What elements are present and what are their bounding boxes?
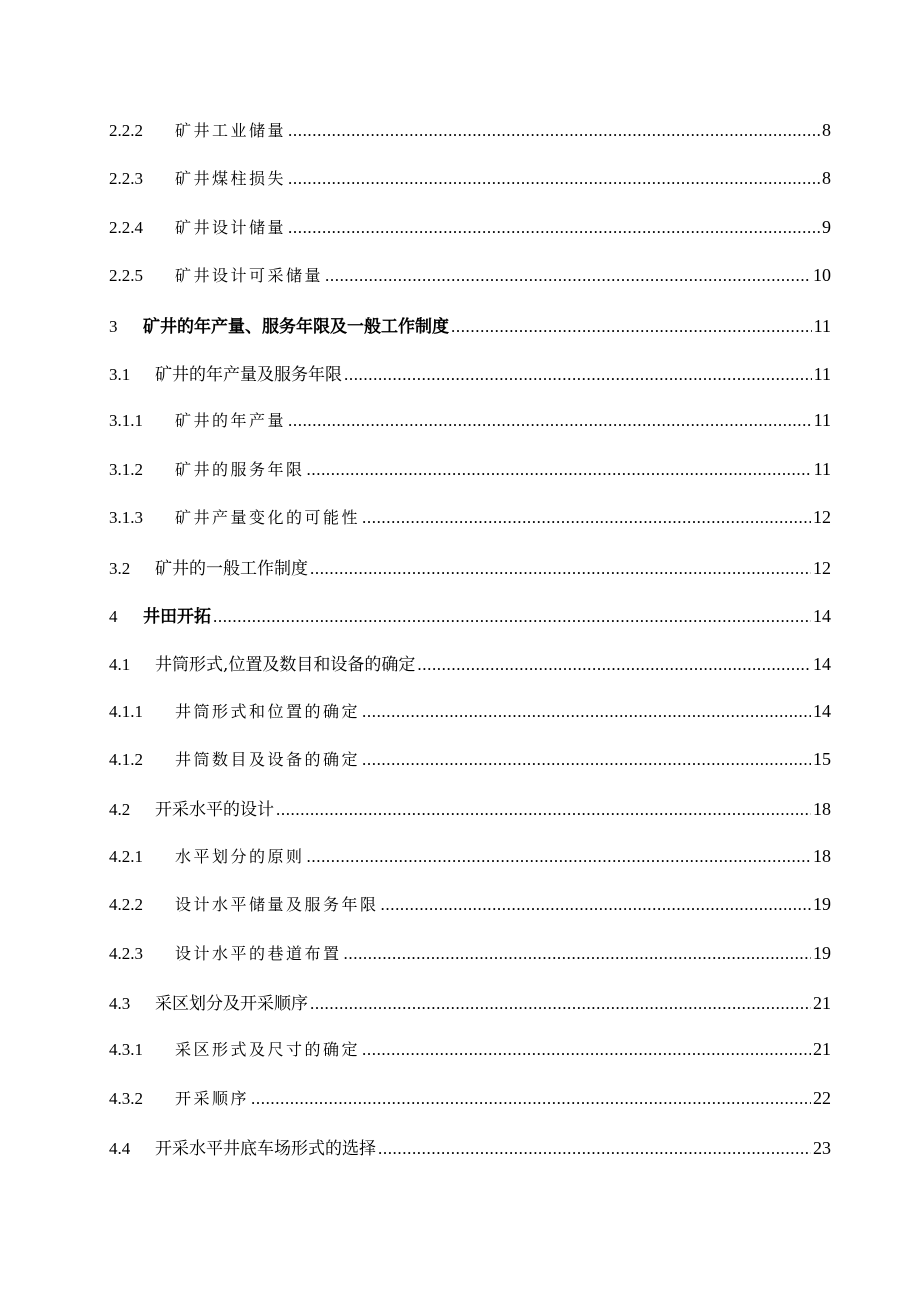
toc-entry[interactable] [109,1086,831,1134]
toc-entry-title: 矿井的年产量及服务年限 [155,364,342,385]
toc-entry-page: 9 [822,216,831,237]
toc-entry-page: 12 [813,507,831,528]
toc-entry-number: 2.2.5 [109,266,143,286]
toc-leader-dots [276,800,811,820]
toc-leader-dots [344,365,812,385]
toc-leader-dots [451,317,812,337]
toc-entry-page: 12 [813,557,831,578]
toc-entry-number: 4.2.2 [109,895,143,915]
toc-entry[interactable] [109,505,831,553]
toc-entry[interactable] [109,941,831,989]
toc-entry[interactable] [109,554,831,602]
toc-leader-dots [325,266,811,286]
toc-leader-dots [362,702,811,722]
toc-entry-title: 采区划分及开采顺序 [155,994,308,1015]
toc-leader-dots [362,508,811,528]
toc-leader-dots [213,607,811,627]
toc-leader-dots [288,121,820,141]
toc-entry[interactable] [109,408,831,456]
toc-entry-title: 设计水平储量及服务年限 [175,895,379,915]
toc-entry-number: 3.1.2 [109,459,143,479]
toc-entry[interactable] [109,360,831,408]
toc-entry[interactable] [109,795,831,843]
toc-entry-page: 22 [813,1087,831,1108]
toc-leader-dots [310,559,811,579]
toc-entry-title: 矿井煤柱损失 [175,169,287,189]
toc-entry[interactable] [109,166,831,214]
toc-entry-page: 18 [813,845,831,866]
toc-entry-page: 23 [813,1138,831,1159]
toc-entry[interactable] [109,844,831,892]
toc-entry[interactable] [109,1037,831,1085]
toc-entry-title: 矿井产量变化的可能性 [175,508,361,528]
toc-entry-number: 4.3.2 [109,1088,143,1108]
toc-entry-number: 3.1 [109,364,131,384]
toc-leader-dots [381,895,811,915]
toc-entry[interactable] [109,312,831,360]
toc-entry-number: 4.1.1 [109,701,143,721]
toc-entry-title: 井筒形式,位置及数目和设备的确定 [155,655,416,676]
toc-entry[interactable] [109,602,831,650]
toc-leader-dots [251,1089,811,1109]
toc-entry-page: 19 [813,894,831,915]
toc-entry-page: 11 [813,410,831,431]
toc-entry-number: 4.2 [109,800,131,820]
toc-entry-page: 14 [813,654,831,675]
table-of-contents [109,118,831,1183]
toc-entry-page: 11 [813,458,831,479]
toc-leader-dots [344,944,811,964]
toc-entry[interactable] [109,263,831,311]
toc-entry-page: 10 [813,265,831,286]
toc-entry-number: 2.2.2 [109,121,143,140]
toc-entry-number: 2.2.4 [109,217,143,237]
toc-leader-dots [288,169,820,189]
toc-entry-title: 井筒形式和位置的确定 [175,701,361,721]
toc-entry[interactable] [109,989,831,1037]
toc-entry-number: 4.3 [109,994,131,1014]
toc-entry-page: 8 [822,168,831,189]
toc-leader-dots [288,218,820,238]
toc-entry-title: 矿井设计可采储量 [175,266,324,286]
toc-entry-number: 4.3.1 [109,1040,143,1060]
toc-entry[interactable] [109,699,831,747]
toc-entry[interactable] [109,892,831,940]
toc-leader-dots [310,994,811,1014]
toc-entry-page: 21 [813,1039,831,1060]
toc-entry-number: 4.4 [109,1139,131,1159]
toc-entry[interactable] [109,457,831,505]
toc-entry-page: 14 [813,700,831,721]
toc-entry-title: 矿井的年产量 [175,411,287,431]
toc-entry-title: 井筒数目及设备的确定 [175,750,361,770]
toc-leader-dots [378,1139,811,1159]
toc-entry[interactable] [109,118,831,166]
toc-entry-page: 8 [822,120,831,140]
toc-leader-dots [362,750,811,770]
toc-entry-number: 4.1 [109,655,131,675]
toc-entry-title: 井田开拓 [143,606,211,627]
toc-leader-dots [307,460,812,480]
toc-leader-dots [307,847,811,867]
toc-entry-number: 4 [109,606,118,626]
toc-entry-title: 矿井的年产量、服务年限及一般工作制度 [143,316,449,337]
toc-entry-page: 11 [813,363,831,384]
toc-entry-page: 21 [813,993,831,1014]
toc-entry-title: 矿井的一般工作制度 [155,558,308,579]
toc-entry-page: 15 [813,749,831,770]
toc-entry-title: 开采顺序 [175,1088,250,1108]
toc-entry-title: 矿井工业储量 [175,121,287,140]
toc-entry-title: 采区形式及尺寸的确定 [175,1040,361,1060]
toc-entry[interactable] [109,1134,831,1182]
toc-entry[interactable] [109,650,831,698]
toc-entry-title: 开采水平井底车场形式的选择 [155,1139,376,1160]
toc-entry-page: 11 [813,315,831,336]
toc-leader-dots [362,1040,811,1060]
toc-entry-title: 设计水平的巷道布置 [175,943,342,963]
toc-entry-number: 3 [109,316,118,336]
toc-entry-title: 矿井的服务年限 [175,459,305,479]
toc-entry-number: 2.2.3 [109,169,143,189]
toc-entry-number: 3.1.3 [109,508,143,528]
toc-entry-number: 3.2 [109,558,131,578]
toc-entry-page: 19 [813,942,831,963]
toc-entry-title: 开采水平的设计 [155,800,274,821]
toc-entry-title: 矿井设计储量 [175,217,287,237]
toc-entry-number: 4.1.2 [109,750,143,770]
toc-entry-page: 14 [813,605,831,626]
toc-leader-dots [417,655,811,675]
toc-entry[interactable] [109,747,831,795]
toc-entry-page: 18 [813,799,831,820]
toc-entry-title: 水平划分的原则 [175,846,305,866]
toc-leader-dots [288,411,812,431]
toc-entry-number: 4.2.1 [109,846,143,866]
toc-entry[interactable] [109,215,831,263]
toc-entry-number: 4.2.3 [109,943,143,963]
toc-entry-number: 3.1.1 [109,411,143,431]
